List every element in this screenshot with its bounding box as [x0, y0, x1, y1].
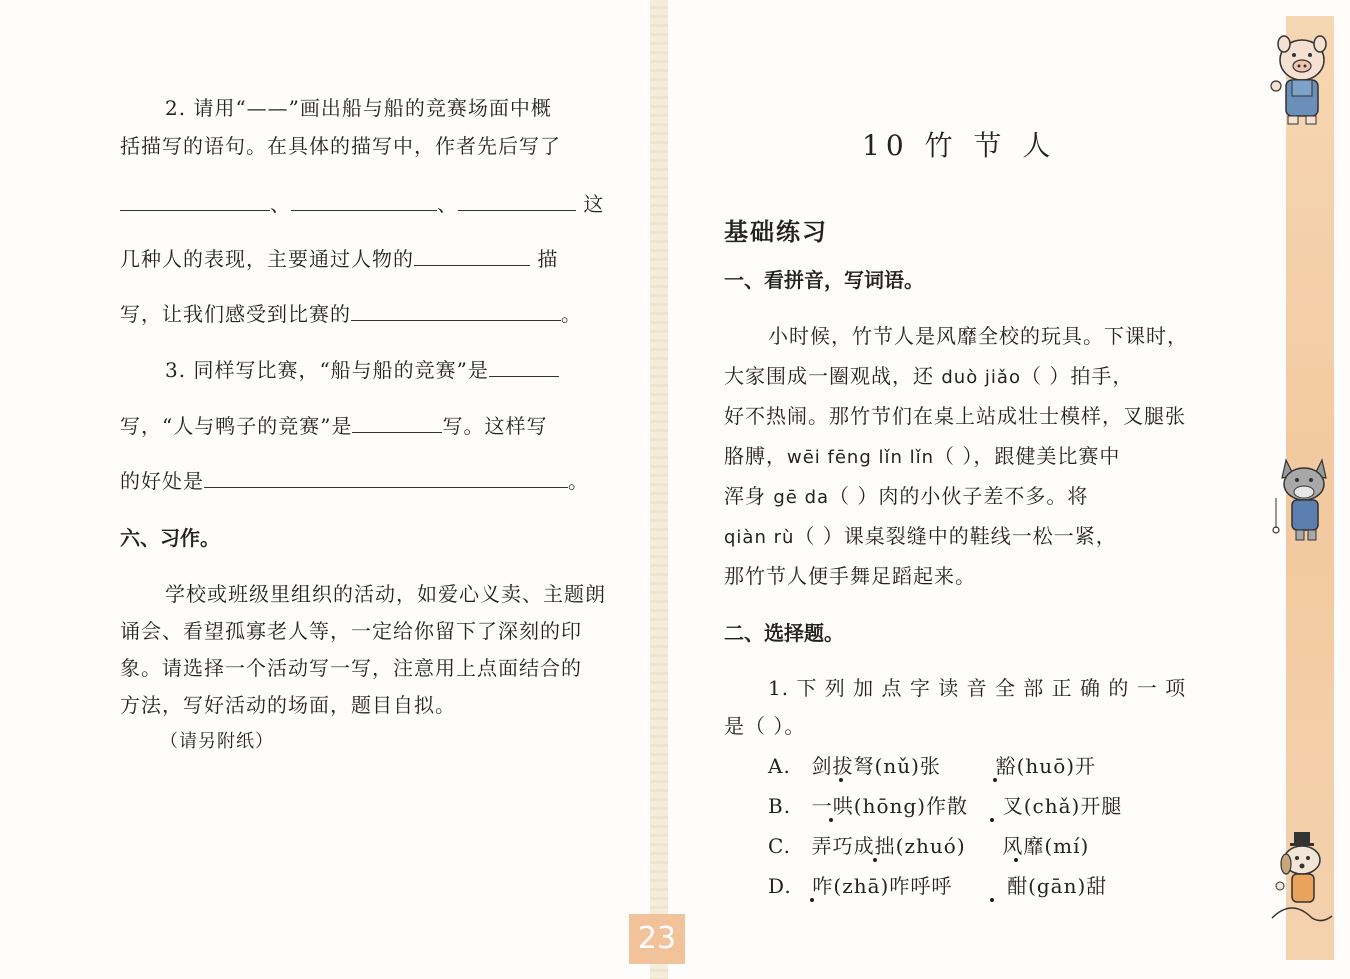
pinyin: wēi fēng lǐn lǐn	[787, 447, 935, 468]
option-word-2: 叉(chǎ)开腿	[1002, 794, 1123, 818]
option-d[interactable]	[768, 870, 1107, 899]
option-word-2: 风靡(mí)	[1002, 834, 1090, 858]
answer-blank[interactable]	[120, 190, 270, 211]
text: 胳膊，	[724, 444, 787, 468]
left-page	[0, 0, 650, 979]
answer-blank[interactable]	[414, 245, 530, 266]
text: 写，让我们感受到比赛的	[120, 302, 351, 326]
attach-paper-note: （请另附纸）	[160, 731, 274, 752]
q2-line2: 括描写的语句。在具体的描写中，作者先后写了	[120, 134, 561, 158]
answer-blank[interactable]	[352, 412, 442, 433]
basic-practice-heading: 基础练习	[724, 218, 828, 246]
answer-paren[interactable]: （ ），跟健美比赛中	[934, 444, 1121, 468]
passage-line4	[724, 440, 1120, 469]
section-1-title: 一、看拼音，写词语。	[724, 268, 924, 292]
q3-line1	[165, 354, 559, 383]
option-a[interactable]	[768, 750, 1096, 779]
passage-line6	[724, 520, 1117, 549]
option-word-2: 豁(huō)开	[995, 754, 1097, 778]
text: 描	[537, 247, 559, 271]
answer-paren[interactable]: （ ）课桌裂缝中的鞋线一松一紧，	[794, 524, 1117, 548]
option-label: A.	[768, 754, 791, 778]
text: 几种人的表现，主要通过人物的	[120, 247, 414, 271]
section-2-title: 二、选择题。	[724, 621, 844, 645]
emphasis-dot	[1014, 858, 1018, 862]
text: 。	[561, 302, 582, 326]
q3-line2	[120, 410, 547, 439]
answer-blank[interactable]	[204, 467, 568, 488]
q3-line3	[120, 465, 589, 494]
sec6-line4: 方法，写好活动的场面，题目自拟。	[120, 693, 456, 717]
sec6-line3: 象。请选择一个活动写一写，注意用上点面结合的	[120, 656, 582, 680]
book-spine	[650, 0, 668, 979]
option-label: D.	[768, 874, 792, 898]
page-number: 23	[629, 914, 685, 964]
emphasis-dot	[990, 898, 994, 902]
option-word-1: 一哄(hōng)作散	[811, 794, 968, 818]
emphasis-dot	[829, 818, 833, 822]
text: 的好处是	[120, 469, 204, 493]
emphasis-dot	[990, 818, 994, 822]
q2-line1: 2. 请用“——”画出船与船的竞赛场面中概	[165, 96, 552, 120]
q2-line4	[120, 243, 558, 272]
passage-line2	[724, 360, 1133, 389]
text: 。	[568, 469, 589, 493]
wolf-mascot-icon	[1264, 448, 1344, 548]
text: 大家围成一圈观战，还	[724, 364, 942, 388]
option-word-1	[812, 754, 941, 778]
question-1-line2[interactable]: 是（ ）。	[724, 714, 806, 738]
separator: 、	[437, 192, 458, 216]
answer-blank[interactable]	[291, 190, 437, 211]
pinyin: gē da	[773, 487, 830, 508]
option-label: B.	[768, 794, 792, 818]
option-word-1: 咋(zhā)咋呼呼	[812, 874, 953, 898]
separator: 、	[270, 192, 291, 216]
passage-line1: 小时候，竹节人是风靡全校的玩具。下课时，	[768, 324, 1188, 348]
answer-blank[interactable]	[458, 190, 576, 211]
text: 3. 同样写比赛，“船与船的竞赛”是	[165, 358, 489, 382]
emphasis-dot	[873, 858, 877, 862]
dog-mascot-icon	[1262, 828, 1342, 928]
question-1-line1: 1. 下 列 加 点 字 读 音 全 部 正 确 的 一 项	[768, 676, 1187, 700]
emphasis-dot	[993, 778, 997, 782]
text: 浑身	[724, 484, 774, 508]
answer-paren[interactable]: （ ）肉的小伙子差不多。将	[829, 484, 1089, 508]
option-label: C.	[768, 834, 791, 858]
pig-mascot-icon	[1262, 30, 1342, 130]
emphasis-dot	[810, 898, 814, 902]
pinyin: duò jiǎo	[941, 367, 1021, 388]
pinyin: qiàn rù	[724, 527, 795, 548]
option-word-1: 弄巧成拙(zhuó)	[811, 834, 966, 858]
sec6-line1: 学校或班级里组织的活动，如爱心义卖、主题朗	[165, 582, 606, 606]
option-b[interactable]	[768, 790, 1122, 819]
answer-blank[interactable]	[489, 356, 559, 377]
text: 这	[583, 192, 605, 216]
q2-line3	[120, 188, 604, 217]
text: 写。这样写	[442, 414, 548, 438]
text: 写，“人与鸭子的竞赛”是	[120, 414, 353, 438]
answer-blank[interactable]	[351, 300, 561, 321]
sec6-line2: 诵会、看望孤寡老人等，一定给你留下了深刻的印	[120, 619, 582, 643]
passage-line5	[724, 480, 1088, 509]
lesson-title: 10 竹 节 人	[862, 129, 1057, 162]
option-word-2: 酣(gān)甜	[1007, 874, 1108, 898]
option-c[interactable]	[768, 830, 1089, 859]
passage-line7: 那竹节人便手舞足蹈起来。	[724, 564, 976, 588]
emphasis-dot	[839, 778, 843, 782]
section-6-title: 六、习作。	[120, 526, 220, 550]
right-page	[668, 0, 1350, 979]
passage-line3: 好不热闹。那竹节们在桌上站成壮士模样，叉腿张	[724, 404, 1186, 428]
q2-line5	[120, 298, 582, 327]
word: 剑拔弩(nǔ)张	[811, 754, 941, 778]
answer-paren[interactable]: （ ）拍手，	[1020, 364, 1134, 388]
